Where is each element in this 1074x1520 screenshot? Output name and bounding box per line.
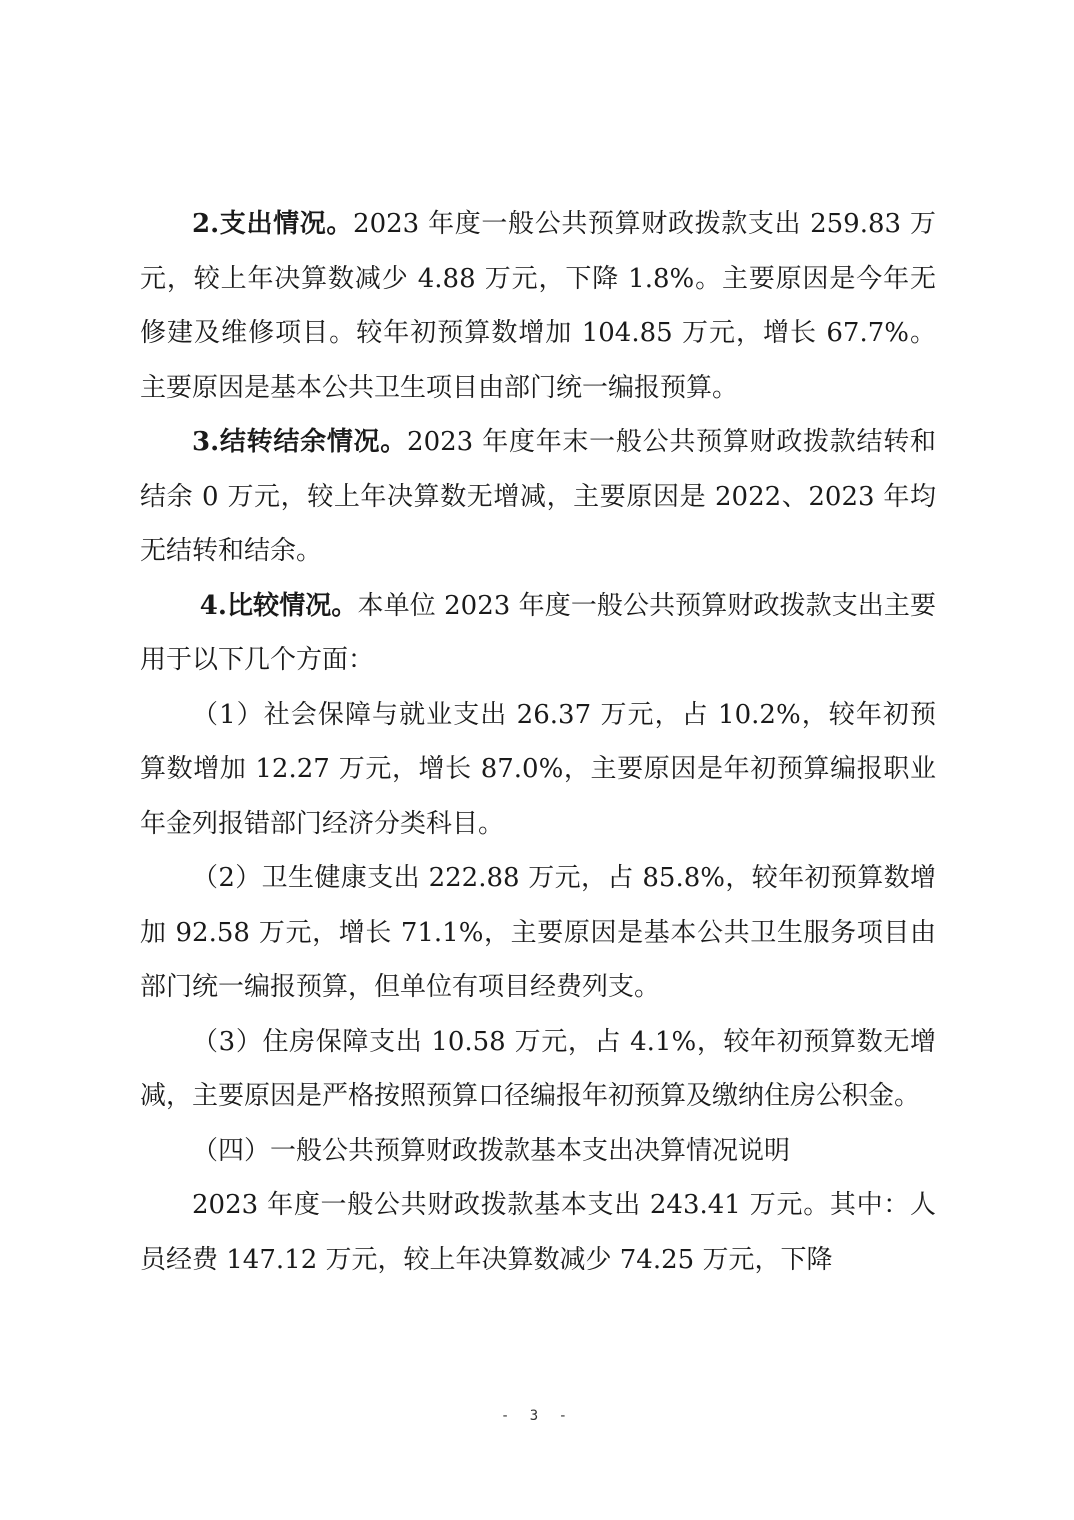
paragraph-item-social-security — [140, 688, 936, 852]
paragraph-text: 本单位 2023 年度一般公共预算财政拨款支出主要用于以下几个方面： — [140, 590, 936, 675]
heading-text: （四）一般公共预算财政拨款基本支出决算情况说明 — [192, 1135, 791, 1166]
section-heading-basic-expenditure — [140, 1124, 936, 1179]
section-lead-carryover: 3.结转结余情况。 — [192, 427, 408, 457]
paragraph-comparison — [140, 579, 936, 688]
paragraph-text: （3）住房保障支出 10.58 万元，占 4.1%，较年初预算数无增减，主要原因是严格按照预算口径编报年初预算及缴纳住房公积金。 — [140, 1026, 936, 1111]
page-number: - 3 - — [500, 1408, 574, 1424]
section-lead-comparison: 4.比较情况。 — [199, 590, 358, 621]
paragraph-item-housing — [140, 1015, 936, 1124]
paragraph-text: 2023 年度一般公共预算财政拨款支出 259.83 万元，较上年决算数减少 4.88 万元，下降 1.8%。主要原因是今年无修建及维修项目。较年初预算数增加 104.85 万元，增长 67.7%。主要原因是基本公共卫生项目由部门统一编报预算。 — [140, 209, 936, 403]
paragraph-text: （2）卫生健康支出 222.88 万元，占 85.8%，较年初预算数增加 92.58 万元，增长 71.1%，主要原因是基本公共卫生服务项目由部门统一编报预算，但单位有项目经费列支。 — [140, 863, 936, 1002]
paragraph-text: （1）社会保障与就业支出 26.37 万元，占 10.2%，较年初预算数增加 12.27 万元，增长 87.0%，主要原因是年初预算编报职业年金列报错部门经济分类科目。 — [140, 699, 936, 839]
section-lead-expenditure: 2.支出情况。 — [192, 209, 354, 239]
paragraph-carryover — [140, 415, 936, 579]
paragraph-text: 2023 年度年末一般公共预算财政拨款结转和结余 0 万元，较上年决算数无增减，主要原因是 2022、2023 年均无结转和结余。 — [140, 427, 936, 566]
document-body — [140, 197, 936, 1287]
paragraph-expenditure — [140, 197, 936, 415]
paragraph-basic-expenditure — [140, 1178, 936, 1287]
paragraph-item-health — [140, 851, 936, 1015]
paragraph-text: 2023 年度一般公共财政拨款基本支出 243.41 万元。其中：人员经费 147.12 万元，较上年决算数减少 74.25 万元，下降 — [140, 1190, 936, 1275]
